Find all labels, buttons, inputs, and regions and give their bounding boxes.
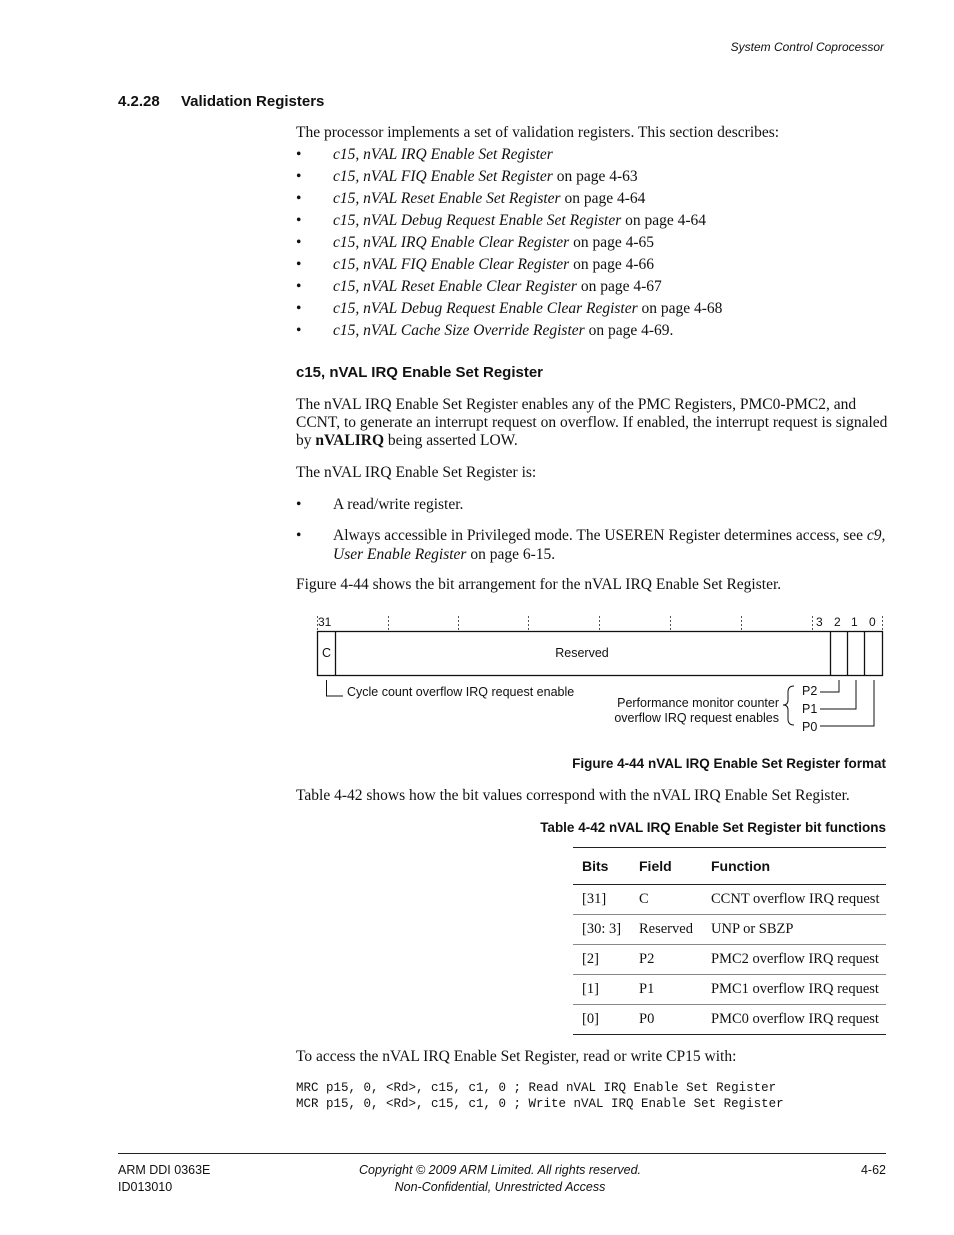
bit-label-31: 31 — [318, 615, 332, 629]
bit-label-1: 1 — [851, 615, 858, 629]
bit-label-0: 0 — [869, 615, 876, 629]
perf-monitor-label-line2: overflow IRQ request enables — [614, 711, 779, 725]
register-link[interactable]: c15, nVAL IRQ Enable Set Register — [333, 146, 553, 163]
page-ref: on page 4-64 — [560, 190, 646, 207]
table-caption: Table 4-42 nVAL IRQ Enable Set Register bit functions — [540, 820, 886, 835]
bits-cell: [30: 3] — [573, 915, 630, 945]
signal-name: nVALIRQ — [315, 432, 385, 449]
bits-cell: [31] — [573, 885, 630, 915]
bullet-icon: • — [296, 234, 302, 251]
figure-caption: Figure 4-44 nVAL IRQ Enable Set Register format — [572, 756, 886, 771]
code-line: MCR p15, 0, <Rd>, c15, c1, 0 ; Write nVAL IRQ Enable Set Register — [296, 1097, 784, 1111]
perf-monitor-label-line1: Performance monitor counter — [617, 696, 779, 710]
copyright-notice: Copyright © 2009 ARM Limited. All rights reserved. — [358, 1163, 641, 1177]
property-item — [296, 495, 888, 514]
bit-functions-table — [573, 847, 886, 1035]
function-cell: PMC2 overflow IRQ request — [702, 945, 886, 975]
property-text: A read/write register. — [333, 496, 464, 513]
brace-icon — [783, 686, 794, 725]
register-link[interactable]: c15, nVAL Cache Size Override Register — [333, 322, 585, 339]
property-text: on page 6-15. — [466, 546, 556, 563]
bullet-icon: • — [296, 190, 302, 207]
properties-list — [296, 526, 888, 564]
bits-cell: [1] — [573, 975, 630, 1005]
table-row — [573, 885, 886, 915]
footer-center — [330, 1162, 670, 1196]
cycle-count-label: Cycle count overflow IRQ request enable — [347, 685, 575, 699]
field-cell: C — [630, 885, 702, 915]
bullet-icon: • — [296, 168, 302, 185]
figure-intro: Figure 4-44 shows the bit arrangement for the nVAL IRQ Enable Set Register. — [296, 576, 782, 593]
register-list-item — [296, 167, 888, 189]
field-reserved-label: Reserved — [555, 646, 609, 660]
function-cell: PMC0 overflow IRQ request — [702, 1005, 886, 1035]
register-list — [296, 145, 888, 343]
page-number: 4-62 — [860, 1163, 886, 1177]
description-text: The nVAL IRQ Enable Set Register enables any of the PMC Registers, PMC0-PMC2, and CCNT, to generate an interrupt request on overflow. If enabled, the interrupt request is signaled by — [296, 396, 888, 449]
bit-label-3: 3 — [816, 615, 823, 629]
field-cell: Reserved — [630, 915, 702, 945]
bullet-icon: • — [296, 322, 302, 339]
column-header: Function — [702, 848, 886, 885]
register-list-item — [296, 189, 888, 211]
bit-label-2: 2 — [834, 615, 841, 629]
table-row — [573, 975, 886, 1005]
function-cell: PMC1 overflow IRQ request — [702, 975, 886, 1005]
page-ref: on page 4-64 — [621, 212, 707, 229]
column-header: Field — [630, 848, 702, 885]
register-list-item — [296, 255, 888, 277]
bullet-icon: • — [296, 146, 302, 163]
register-link[interactable]: c15, nVAL Debug Request Enable Set Register — [333, 212, 622, 229]
table-row — [573, 945, 886, 975]
register-bit-diagram — [300, 606, 900, 741]
bullet-icon: • — [296, 527, 302, 544]
description-paragraph — [296, 396, 888, 450]
register-link[interactable]: c15, nVAL Reset Enable Clear Register — [333, 278, 577, 295]
footer-divider — [118, 1153, 886, 1154]
field-cell: P0 — [630, 1005, 702, 1035]
function-cell: UNP or SBZP — [702, 915, 886, 945]
table-row — [573, 915, 886, 945]
bullet-icon: • — [296, 300, 302, 317]
page-ref: on page 4-67 — [576, 278, 662, 295]
register-list-item — [296, 145, 888, 167]
bits-cell: [0] — [573, 1005, 630, 1035]
bullet-icon: • — [296, 256, 302, 273]
field-c-label: C — [322, 646, 332, 660]
register-link[interactable]: c15, nVAL Debug Request Enable Clear Register — [333, 300, 638, 317]
properties-intro: The nVAL IRQ Enable Set Register is: — [296, 464, 537, 481]
page-ref: on page 4-63 — [552, 168, 638, 185]
table-intro: Table 4-42 shows how the bit values correspond with the nVAL IRQ Enable Set Register. — [296, 787, 850, 804]
p1-label: P1 — [802, 702, 818, 716]
document-id: ARM DDI 0363E — [118, 1163, 211, 1177]
section-number: 4.2.28 — [118, 93, 160, 110]
bullet-icon: • — [296, 278, 302, 295]
code-line: MRC p15, 0, <Rd>, c15, c1, 0 ; Read nVAL IRQ Enable Set Register — [296, 1081, 777, 1095]
register-list-item — [296, 277, 888, 299]
p2-label: P2 — [802, 684, 818, 698]
footer-left — [118, 1162, 210, 1196]
table-row — [573, 1005, 886, 1035]
register-link[interactable]: c15, nVAL FIQ Enable Set Register — [333, 168, 553, 185]
section-heading — [118, 93, 324, 110]
page-ref: on page 4-69. — [584, 322, 674, 339]
page-ref: on page 4-65 — [569, 234, 654, 251]
confidentiality-notice: Non-Confidential, Unrestricted Access — [394, 1180, 606, 1194]
field-cell: P2 — [630, 945, 702, 975]
property-text: Always accessible in Privileged mode. The USEREN Register determines access, see — [333, 527, 867, 544]
description-text: being asserted LOW. — [384, 432, 518, 449]
page-ref: on page 4-68 — [637, 300, 723, 317]
function-cell: CCNT overflow IRQ request — [702, 885, 886, 915]
access-paragraph: To access the nVAL IRQ Enable Set Register, read or write CP15 with: — [296, 1048, 737, 1065]
field-cell: P1 — [630, 975, 702, 1005]
property-item — [296, 526, 888, 564]
p0-label: P0 — [802, 720, 818, 734]
subsection-heading: c15, nVAL IRQ Enable Set Register — [296, 364, 544, 381]
properties-list — [296, 495, 888, 514]
register-list-item — [296, 211, 888, 233]
bullet-icon: • — [296, 212, 302, 229]
page-ref: on page 4-66 — [569, 256, 654, 273]
running-header: System Control Coprocessor — [730, 40, 884, 54]
register-link[interactable]: c15, nVAL Reset Enable Set Register — [333, 190, 561, 207]
intro-paragraph: The processor implements a set of validation registers. This section describes: — [296, 124, 780, 141]
register-link[interactable]: c15, nVAL FIQ Enable Clear Register — [333, 256, 570, 273]
issue-id: ID013010 — [118, 1180, 173, 1194]
column-header: Bits — [573, 848, 630, 885]
bullet-icon: • — [296, 496, 302, 513]
register-link[interactable]: c15, nVAL IRQ Enable Clear Register — [333, 234, 570, 251]
section-title: Validation Registers — [181, 93, 325, 110]
table-header-row — [573, 848, 886, 885]
register-list-item — [296, 299, 888, 321]
register-list-item — [296, 321, 888, 343]
bits-cell: [2] — [573, 945, 630, 975]
cross-reference-link[interactable]: c9, User Enable Register — [333, 527, 886, 563]
register-list-item — [296, 233, 888, 255]
